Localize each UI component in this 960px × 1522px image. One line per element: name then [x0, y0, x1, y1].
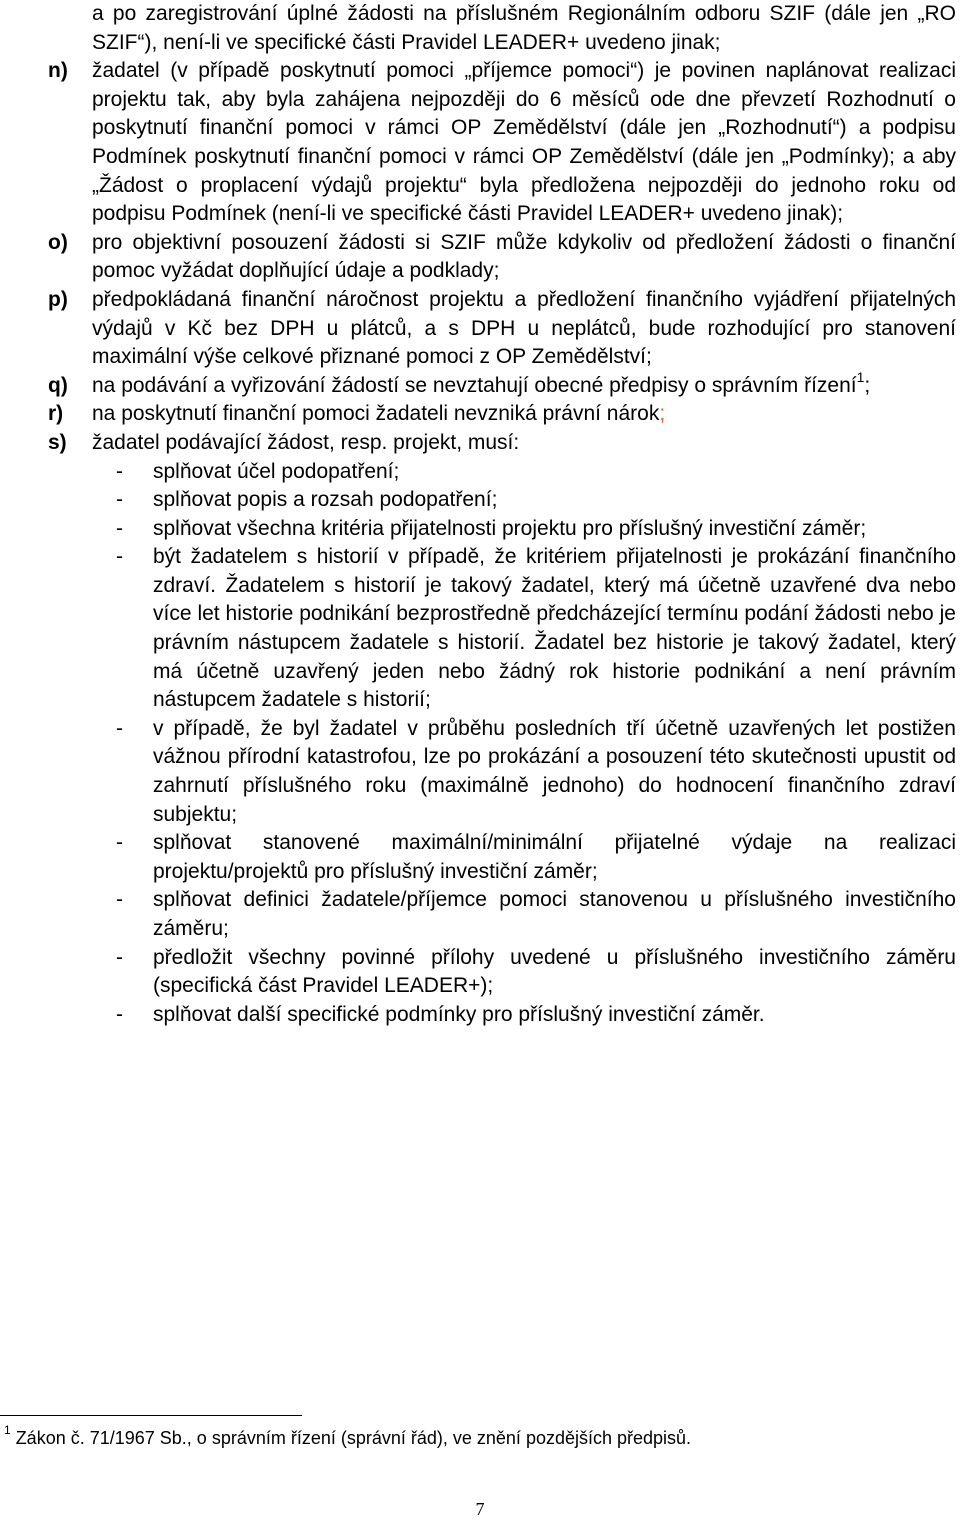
- bullet-text: splňovat definici žadatele/příjemce pomoci stanovenou u příslušného investičního záměru;: [153, 888, 956, 940]
- bullet-text: být žadatelem s historií v případě, že kritériem přijatelnosti je prokázání finančního zdraví. Žadatelem s historií je takový žadatel, který má účetně uzavřené dva nebo více let historie podnikání bezprostředně předcházející termínu podání žádosti nebo je právním nástupcem žadatele s historií. Žadatel bez historie je takový žadatel, který má účetně uzavřený jeden nebo žádný rok historie podnikání a není právním nástupcem žadatele s historií;: [153, 545, 956, 712]
- list-item-p: [0, 286, 960, 372]
- bullet-dash: -: [116, 831, 123, 855]
- bullet-dash: -: [116, 945, 123, 969]
- item-text: na poskytnutí finanční pomoci žadateli nevzniká právní nárok: [92, 402, 660, 426]
- bullet-text: splňovat stanovené maximální/minimální přijatelné výdaje na realizaci projektu/projektů pro příslušný investiční záměr;: [153, 831, 956, 883]
- bullet-text: splňovat popis a rozsah podopatření;: [153, 488, 498, 512]
- list-item-r: [0, 400, 960, 429]
- item-label: n): [48, 59, 68, 83]
- item-text: předpokládaná finanční náročnost projektu a předložení finančního vyjádření přijatelných výdajů v Kč bez DPH u plátců, a s DPH u neplátců, bude rozhodující pro stanovení maximální výše celkové přiznané pomoci z OP Zemědělství;: [92, 287, 956, 369]
- intro-text: a po zaregistrování úplné žádosti na příslušném Regionálním odboru SZIF (dále jen „RO SZIF“), není-li ve specifické části Pravidel LEADER+ uvedeno jinak;: [92, 2, 956, 54]
- item-label: s): [48, 430, 67, 454]
- bullet-item: [0, 515, 960, 544]
- bullet-text: splňovat všechna kritéria přijatelnosti projektu pro příslušný investiční záměr;: [153, 516, 867, 540]
- bullet-text: splňovat účel podopatření;: [153, 459, 400, 483]
- item-tail: ;: [864, 373, 871, 397]
- bullet-item: [0, 458, 960, 487]
- bullet-dash: -: [116, 488, 123, 512]
- intro-paragraph: [0, 0, 960, 57]
- item-text: žadatel (v případě poskytnutí pomoci „příjemce pomoci“) je povinen naplánovat realizaci projektu tak, aby byla zahájena nejpozději do 6 měsíců ode dne převzetí Rozhodnutí o poskytnutí finanční pomoci v rámci OP Zemědělství (dále jen „Rozhodnutí“) a podpisu Podmínek poskytnutí finanční pomoci v rámci OP Zemědělství (dále jen „Podmínky); a aby „Žádost o proplacení výdajů projektu“ byla předložena nejpozději do jednoho roku od podpisu Podmínek (není-li ve specifické části Pravidel LEADER+ uvedeno jinak);: [92, 59, 956, 226]
- item-label: p): [48, 287, 68, 311]
- bullet-dash: -: [116, 888, 123, 912]
- bullet-item: [0, 944, 960, 1001]
- bullet-dash: -: [116, 516, 123, 540]
- list-item-q: [0, 368, 960, 401]
- item-text: žadatel podávající žádost, resp. projekt, musí:: [92, 430, 520, 454]
- item-label: o): [48, 230, 68, 254]
- bullet-item: [0, 486, 960, 515]
- list-item-o: [0, 229, 960, 286]
- footnote-ref: 1: [856, 368, 865, 385]
- bullet-item: [0, 829, 960, 886]
- bullet-item: [0, 715, 960, 829]
- bullet-dash: -: [116, 459, 123, 483]
- bullet-text: splňovat další specifické podmínky pro příslušný investiční záměr.: [153, 1002, 765, 1026]
- item-text: pro objektivní posouzení žádosti si SZIF může kdykoliv od předložení žádosti o finanční pomoc vyžádat doplňující údaje a podklady;: [92, 230, 956, 283]
- bullet-text: předložit všechny povinné přílohy uvedené u příslušného investičního záměru (specifická část Pravidel LEADER+);: [153, 945, 956, 998]
- item-text: na podávání a vyřizování žádostí se nevztahují obecné předpisy o správním řízení: [92, 373, 857, 397]
- bullet-text: v případě, že byl žadatel v průběhu posledních tří účetně uzavřených let postižen vážnou přírodní katastrofou, lze po prokázání a posouzení této skutečnosti upustit od zahrnutí příslušného roku (maximálně jednoho) do hodnocení finančního zdraví subjektu;: [153, 716, 956, 826]
- list-item-s: [0, 429, 960, 458]
- footnote-text: Zákon č. 71/1967 Sb., o správním řízení (správní řád), ve znění pozdějších předpisů.: [10, 1428, 692, 1448]
- bullet-item: [0, 1001, 960, 1030]
- bullet-item: [0, 543, 960, 715]
- footnote: [4, 1423, 692, 1450]
- item-tail: ;: [659, 402, 666, 426]
- item-label: r): [48, 402, 64, 426]
- bullet-dash: -: [116, 716, 123, 740]
- bullet-dash: -: [116, 545, 123, 569]
- list-item-n: [0, 57, 960, 229]
- bullet-item: [0, 886, 960, 943]
- item-label: q): [48, 373, 68, 397]
- footnote-separator: [0, 1415, 302, 1416]
- bullet-dash: -: [116, 1002, 123, 1026]
- page-number: 7: [475, 1499, 485, 1519]
- footnote-number: 1: [4, 1423, 11, 1437]
